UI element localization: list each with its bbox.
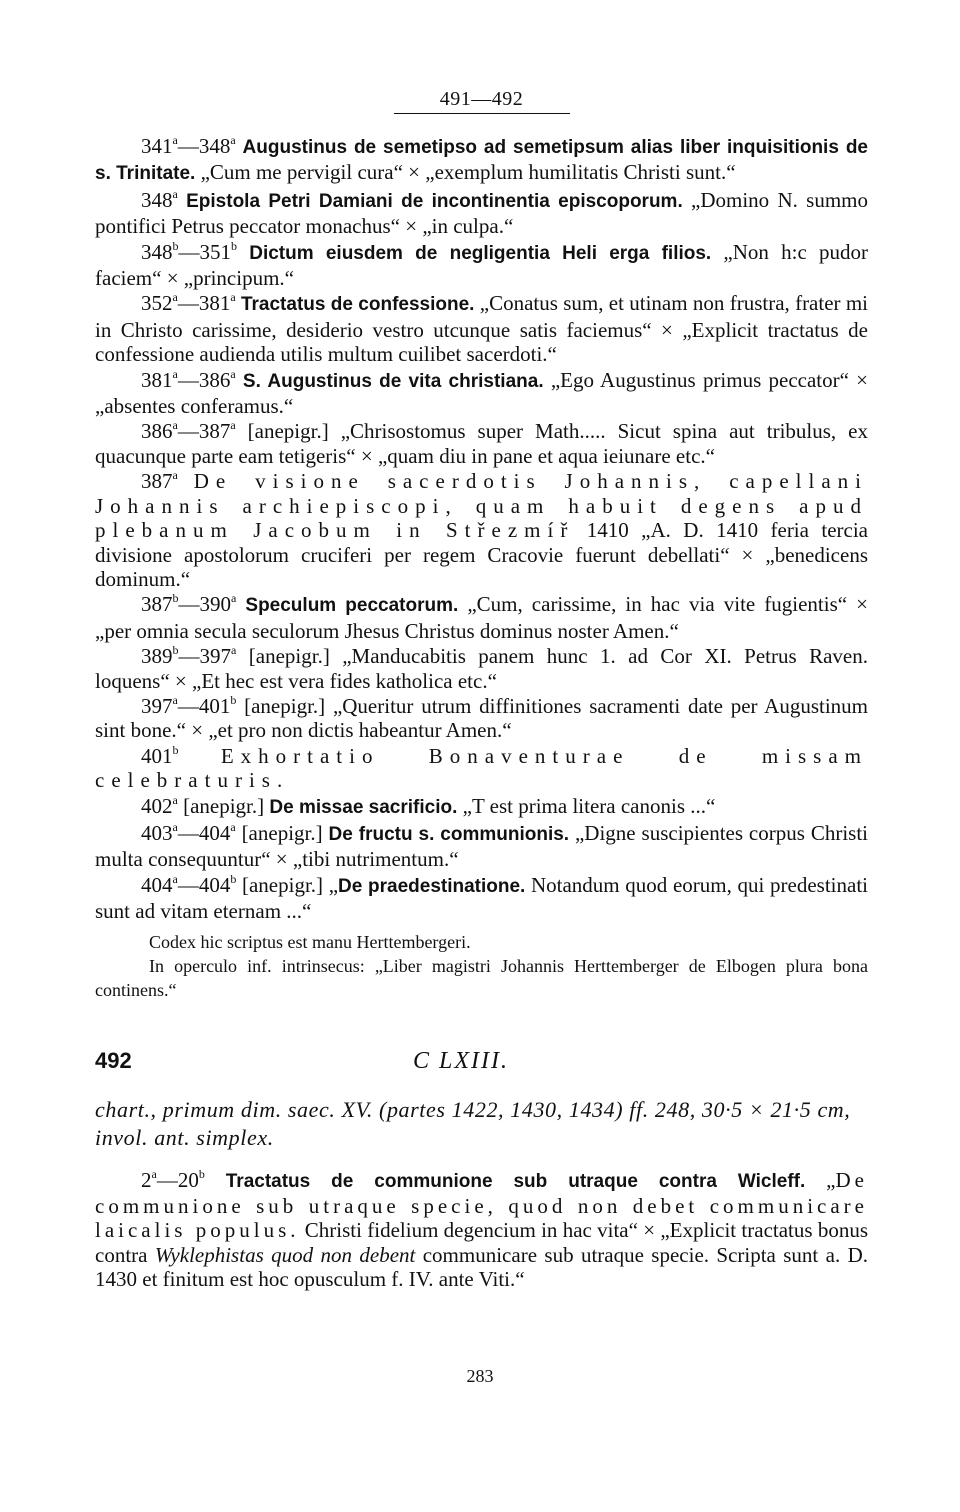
catalog-entry [95,368,868,419]
folio-range: 402$^a$ [141,792,178,818]
folio-range: 348$^a$ [141,186,178,212]
catalog-entry [95,644,868,693]
catalog-entry [95,419,868,468]
folio-range: 352$^a$—381$^a$ [141,290,236,316]
header-rule [394,113,570,114]
folio-range: 381$^a$—386$^a$ [141,366,236,392]
entry-text: Tractatus de communione sub utraque contra Wicleff. „De communione sub utraque specie, quod non debet communicare laicalis populus. Christi fidelium degencium in hac vita“ × „Explicit tractatus bonus contra Wyklephistas quod non debent communicare sub utraque specie. Scripta sunt a. D. 1430 et finitum est hoc opusculum f. IV. ante Viti.“ [95,1167,868,1292]
entry-text: [anepigr.] „Chrisostomus super Math..... Sicut spina aut tribulus, ex quacunque parte eam tetigeris“ × „quam diu in pane et aqua ieiunare etc.“ [95,419,868,468]
entry-text: [anepigr.] „Queritur utrum diffinitiones sacramenti date per Augustinum sint bone.“ × „et pro non dictis habeantur Amen.“ [95,693,868,743]
folio-range: 389$^b$—397$^a$ [141,643,237,669]
catalog-entry [95,291,868,366]
folio-range: 348$^b$—351$^b$ [141,238,237,264]
entry-text: Speculum peccatorum. „Cum, carissime, in hac via vite fugientis“ × „per omnia secula seculorum Jhesus Christus dominus noster Amen.“ [95,592,868,643]
folio-range: 386$^a$—387$^a$ [141,418,236,444]
folio-range: 404$^a$—404$^b$ [141,871,237,897]
entry-text: [anepigr.] De missae sacrificio. „T est prima litera canonis ...“ [177,793,716,818]
entry-text: [anepigr.] „Manducabitis panem hunc 1. ad Cor XI. Petrus Raven. loquens“ × „Et hec est vera fides katholica etc.“ [95,644,868,693]
folio-range: 341$^a$—348$^a$ [141,133,236,158]
running-head: 491—492 [439,88,524,110]
catalog-entry [95,821,868,872]
entry-text: Augustinus de semetipso ad semetipsum alias liber inquisitionis de s. Trinitate. „Cum me pervigil cura“ × „exemplum humilitatis Christi sunt.“ [95,137,868,185]
entry-text: Tractatus de confessione. „Conatus sum, et utinam non frustra, frater mi in Christo carissime, desiderio vestro utcunque satis faciemus“ × „Explicit tractatus de confessione audienda utilis multum cuilibet sacerdoti.“ [95,291,869,367]
entry-text: [anepigr.] De fructu s. communionis. „Digne suscipientes corpus Christi multa consequuntur“ × „tibi nutrimentum.“ [95,820,868,872]
entry-text: [anepigr.] „De praedestinatione. Notandum quod eorum, qui predestinati sunt ad vitam eternam ...“ [95,872,868,924]
catalog-entry [95,469,868,591]
codex-description: chart., primum dim. saec. XV. (partes 1422, 1430, 1434) ff. 248, 30·5 × 21·5 cm, invol. ant. simplex. [95,1096,851,1150]
codex-roman-number: C LXIII. [413,1047,509,1074]
folio-range: 387$^a$ [141,468,178,494]
page-number: 283 [466,1366,494,1386]
codex-entries-list [95,1168,868,1292]
catalog-entry [95,694,868,743]
entries-list [95,134,868,924]
folio-range: 2$^a$—20$^b$ [141,1166,205,1192]
folio-range: 403$^a$—404$^a$ [141,819,236,845]
codex-heading [95,1048,868,1082]
folio-range: 387$^b$—390$^a$ [141,591,237,617]
catalog-entry [95,240,868,291]
note-binding: In operculo inf. intrinsecus: „Liber magistri Johannis Herttemberger de Elbogen plura bona continens.“ [95,955,868,1000]
catalog-entry [95,1168,868,1292]
entry-text: De visione sacerdotis Johannis, capellani Johannis archiepiscopi, quam habuit degens apud plebanum Jacobum in Střezmíř 1410 „A. D. 1410 feria tercia divisione apostolorum cruciferi per regem Cracovie fuerunt debellati“ × „benedicens dominum.“ [95,469,869,591]
entry-text: Epistola Petri Damiani de incontinentia episcoporum. „Domino N. summo pontifici Petrus peccator monachus“ × „in culpa.“ [95,187,869,239]
folio-range: 401$^b$ [141,742,179,768]
entry-text: Exhortatio Bonaventurae de missam celebraturis. [95,743,868,793]
catalog-entry [95,744,868,793]
folio-range: 397$^a$—401$^b$ [141,692,237,718]
catalog-entry [95,592,868,643]
page [95,88,868,1293]
entry-text: Dictum eiusdem de negligentia Heli erga filios. „Non h:c pudor faciem“ × „principum.“ [95,239,868,291]
codex-number: 492 [95,1047,132,1073]
catalog-entry [95,188,868,239]
entry-text: S. Augustinus de vita christiana. „Ego Augustinus primus peccator“ × „absentes conferamus.“ [95,367,868,419]
catalog-entry [95,873,868,924]
catalog-entry [95,794,868,820]
catalog-entry [95,134,868,187]
note-scribe: Codex hic scriptus est manu Herttembergeri. [149,931,471,952]
